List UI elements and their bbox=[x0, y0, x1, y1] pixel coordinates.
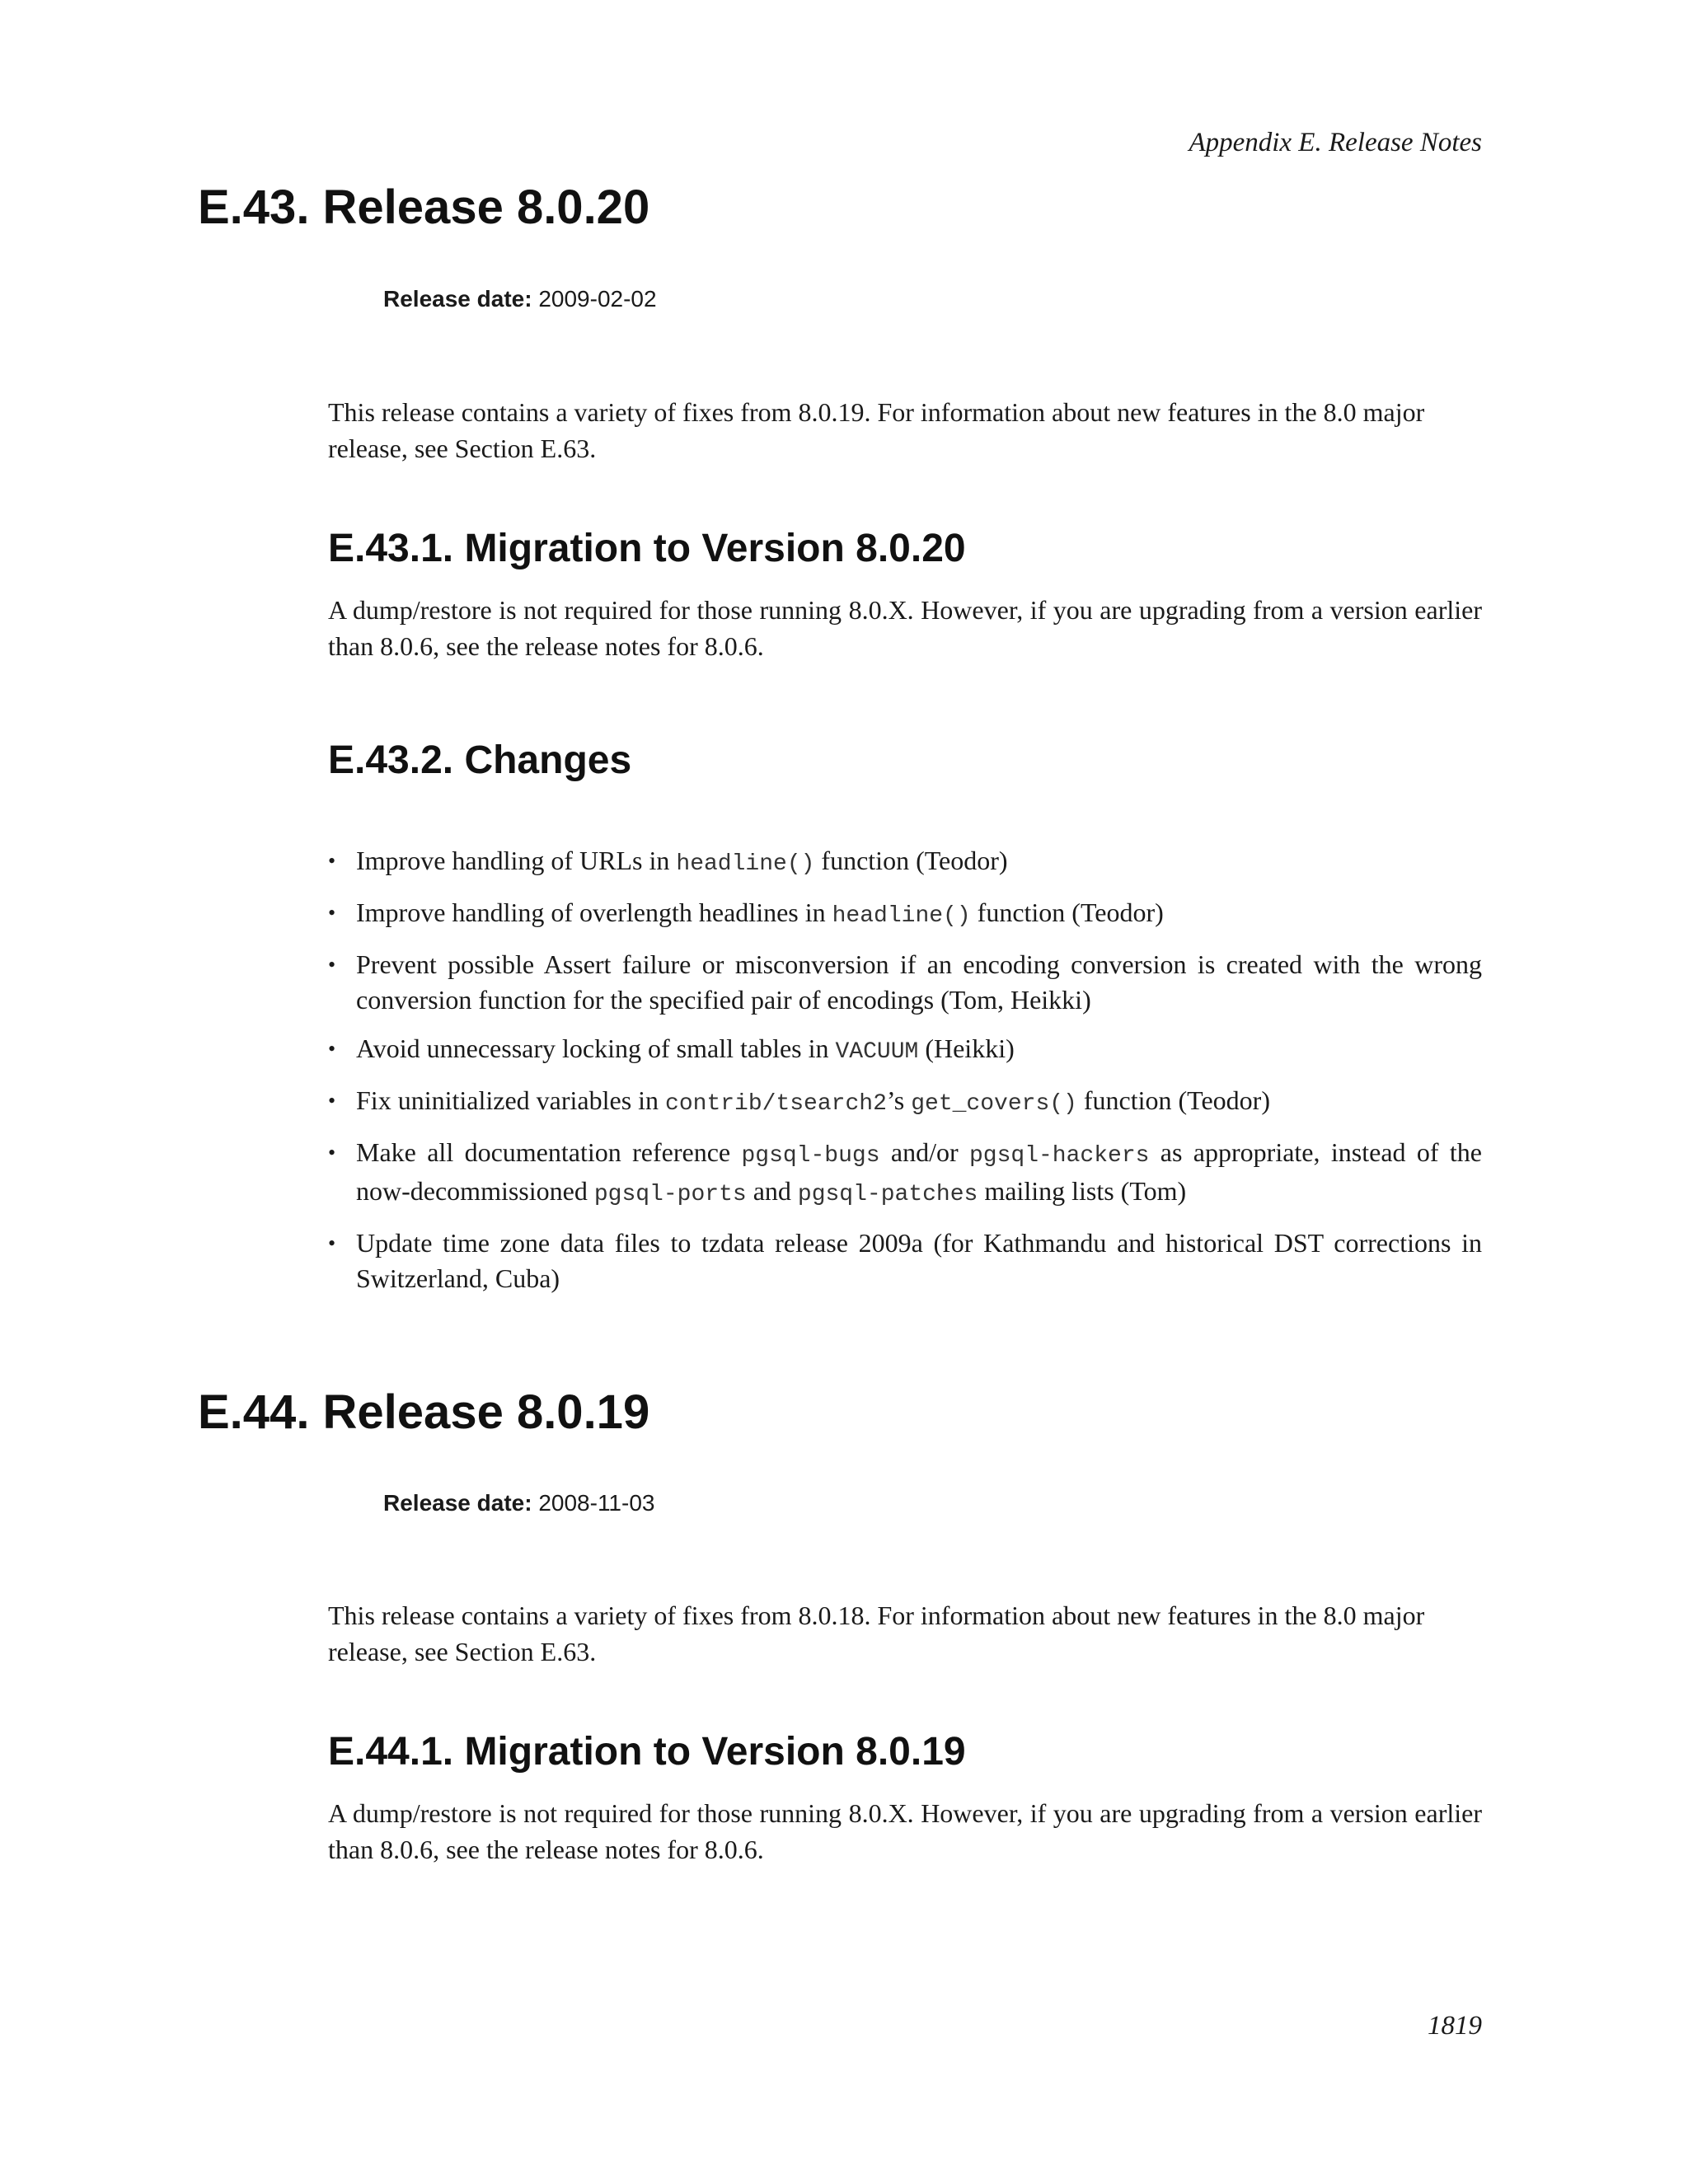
bullet-icon: • bbox=[328, 1089, 336, 1113]
migration-text-8-0-20: A dump/restore is not required for those running 8.0.X. However, if you are upgrading from a version earlier than 8.0.6, see the release notes for 8.0.6. bbox=[328, 595, 1482, 661]
changes-title-8-0-20: E.43.2. Changes bbox=[328, 738, 632, 782]
item-text: Improve handling of URLs in bbox=[356, 846, 677, 875]
list-item bbox=[328, 843, 1482, 882]
list-item bbox=[328, 1083, 1482, 1122]
item-text: function (Teodor) bbox=[970, 898, 1164, 927]
running-header: Appendix E. Release Notes bbox=[1189, 128, 1482, 157]
release-title-8-0-20: E.43. Release 8.0.20 bbox=[198, 180, 650, 234]
intro-line-1: This release contains a variety of fixes from 8.0.18. For information about new features in the 8.0 major bbox=[328, 1601, 1425, 1630]
list-item bbox=[328, 895, 1482, 934]
item-text: Fix uninitialized variables in bbox=[356, 1085, 666, 1115]
page-number: 1819 bbox=[1428, 2011, 1482, 2041]
code-tsearch2: contrib/tsearch2 bbox=[665, 1091, 887, 1117]
release-date-label: Release date: bbox=[383, 286, 532, 312]
list-item bbox=[328, 1226, 1482, 1296]
release-date-value: 2009-02-02 bbox=[538, 286, 657, 312]
migration-title-8-0-20: E.43.1. Migration to Version 8.0.20 bbox=[328, 527, 966, 570]
release-date-label: Release date: bbox=[383, 1490, 532, 1516]
list-item bbox=[328, 1135, 1482, 1212]
release-date-8-0-19 bbox=[383, 1490, 654, 1516]
release-intro-8-0-20 bbox=[328, 394, 1482, 466]
code-headline: headline() bbox=[832, 903, 971, 929]
release-intro-8-0-19 bbox=[328, 1597, 1482, 1670]
bullet-icon: • bbox=[328, 1231, 336, 1255]
migration-title-8-0-19: E.44.1. Migration to Version 8.0.19 bbox=[328, 1730, 966, 1774]
item-text: and bbox=[746, 1176, 798, 1206]
code-pgsql-hackers: pgsql-hackers bbox=[968, 1143, 1150, 1169]
release-date-8-0-20 bbox=[383, 286, 657, 312]
bullet-icon: • bbox=[328, 849, 336, 873]
code-get-covers: get_covers() bbox=[911, 1091, 1077, 1117]
list-item bbox=[328, 1031, 1482, 1070]
item-text: Make all documentation reference bbox=[356, 1137, 742, 1167]
bullet-icon: • bbox=[328, 1037, 336, 1061]
intro-line-2: release, see Section E.63. bbox=[328, 434, 597, 463]
code-pgsql-ports: pgsql-ports bbox=[593, 1182, 747, 1207]
item-text: Avoid unnecessary locking of small tables in bbox=[356, 1033, 836, 1063]
code-vacuum: VACUUM bbox=[835, 1039, 919, 1065]
release-title-8-0-19: E.44. Release 8.0.19 bbox=[198, 1385, 650, 1439]
changes-list bbox=[328, 843, 1482, 1310]
item-text: function (Teodor) bbox=[1076, 1085, 1270, 1115]
item-text: and/or bbox=[879, 1137, 969, 1167]
intro-line-1: This release contains a variety of fixes from 8.0.19. For information about new features in the 8.0 major bbox=[328, 397, 1425, 427]
item-text: as appropriate, instead of the now-decommissioned bbox=[356, 1137, 1483, 1206]
item-text: ’s bbox=[886, 1085, 912, 1115]
bullet-icon: • bbox=[328, 1141, 336, 1165]
bullet-icon: • bbox=[328, 953, 336, 977]
migration-text-8-0-19: A dump/restore is not required for those running 8.0.X. However, if you are upgrading from a version earlier than 8.0.6, see the release notes for 8.0.6. bbox=[328, 1798, 1482, 1864]
list-item bbox=[328, 947, 1482, 1018]
item-text: Prevent possible Assert failure or misconversion if an encoding conversion is created with the wrong conversion function for the specified pair of encodings (Tom, Heikki) bbox=[356, 949, 1482, 1015]
intro-line-2: release, see Section E.63. bbox=[328, 1637, 597, 1666]
item-text: Improve handling of overlength headlines in bbox=[356, 898, 832, 927]
code-pgsql-bugs: pgsql-bugs bbox=[741, 1143, 880, 1169]
code-headline: headline() bbox=[676, 851, 815, 877]
code-pgsql-patches: pgsql-patches bbox=[797, 1182, 978, 1207]
item-text: function (Teodor) bbox=[814, 846, 1008, 875]
item-text: Update time zone data files to tzdata release 2009a (for Kathmandu and historical DST corrections in Switzerland, Cuba) bbox=[356, 1228, 1482, 1293]
item-text: mailing lists (Tom) bbox=[978, 1176, 1187, 1206]
item-text: (Heikki) bbox=[918, 1033, 1015, 1063]
bullet-icon: • bbox=[328, 901, 336, 925]
release-date-value: 2008-11-03 bbox=[538, 1490, 655, 1516]
